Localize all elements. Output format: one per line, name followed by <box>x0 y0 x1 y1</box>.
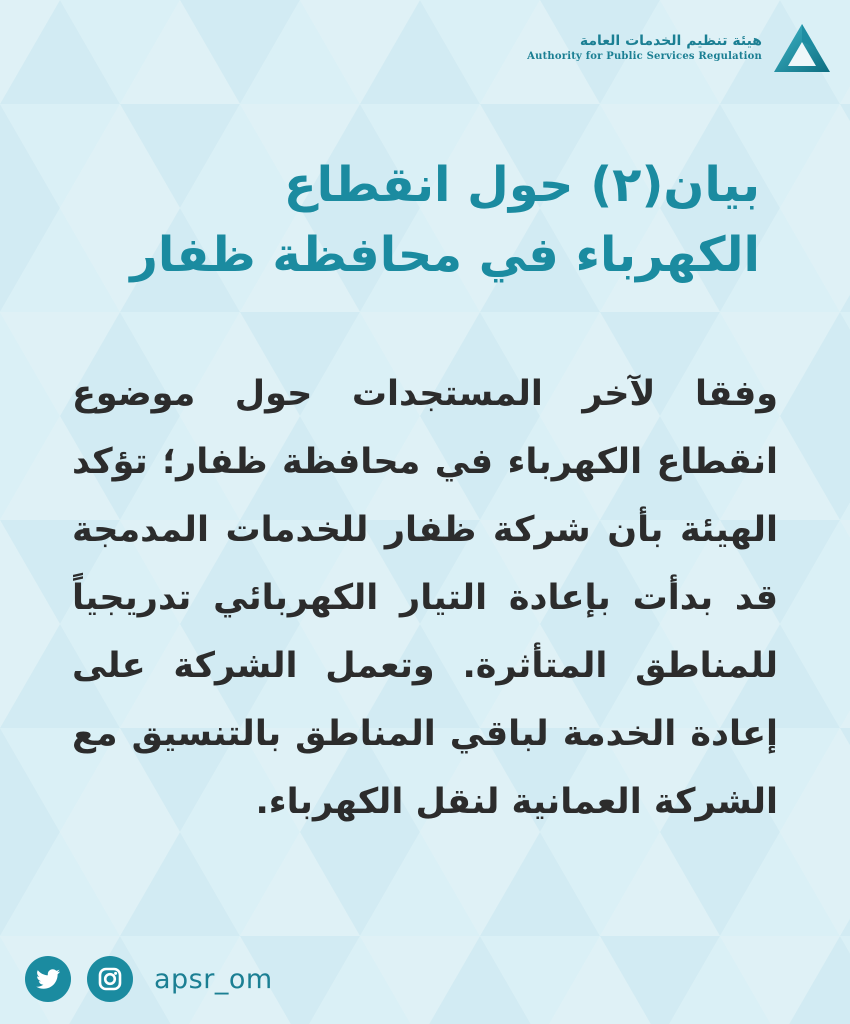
statement-body: وفقا لآخر المستجدات حول موضوع انقطاع الكهرباء في محافظة ظفار؛ تؤكد الهيئة بأن شركة ظفار للخدمات المدمجة قد بدأت بإعادة التيار الكهربائي تدريجياً للمناطق المتأثرة. وتعمل الشركة على إعادة الخدمة لباقي المناطق بالتنسيق مع الشركة العمانية لنقل الكهرباء. <box>72 374 778 822</box>
page-title <box>60 150 760 290</box>
twitter-icon[interactable] <box>24 955 72 1003</box>
title-line-2: الكهرباء في محافظة ظفار <box>130 227 760 283</box>
org-name <box>527 32 762 64</box>
social-handle[interactable]: apsr_om <box>154 963 273 995</box>
org-name-english: Authority for Public Services Regulation <box>527 51 762 62</box>
triangle-logo-icon <box>772 22 832 74</box>
org-logo <box>527 22 832 74</box>
instagram-icon[interactable] <box>86 955 134 1003</box>
org-name-arabic: هيئة تنظيم الخدمات العامة <box>579 33 762 49</box>
title-line-1: بيان(٢) حول انقطاع <box>283 157 760 213</box>
social-footer <box>24 955 273 1003</box>
